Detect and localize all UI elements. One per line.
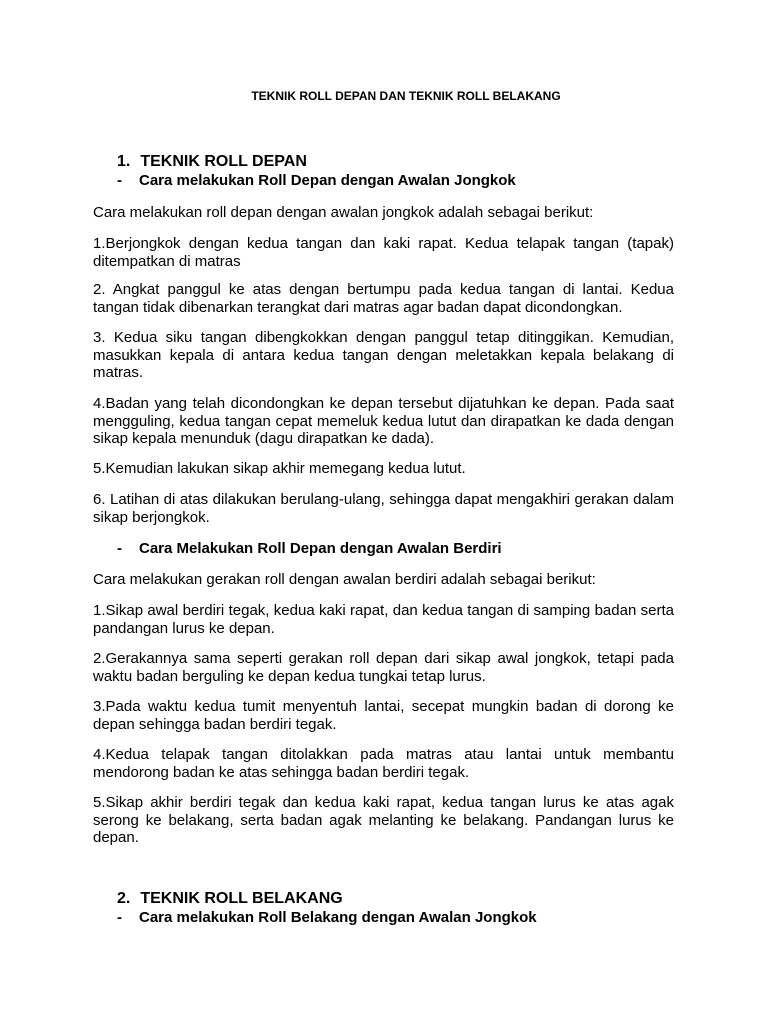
- step-paragraph: 1.Berjongkok dengan kedua tangan dan kaki rapat. Kedua telapak tangan (tapak) ditempatkan di matras: [93, 235, 674, 270]
- subheading-title: Cara melakukan Roll Depan dengan Awalan Jongkok: [139, 172, 516, 189]
- subheading-title: Cara melakukan Roll Belakang dengan Awalan Jongkok: [139, 909, 537, 926]
- step-paragraph: 5.Kemudian lakukan sikap akhir memegang kedua lutut.: [93, 460, 466, 477]
- step-paragraph: 2.Gerakannya sama seperti gerakan roll depan dari sikap awal jongkok, tetapi pada waktu badan berguling ke depan kedua tungkai tetap lurus.: [93, 650, 674, 685]
- document-title: TEKNIK ROLL DEPAN DAN TEKNIK ROLL BELAKANG: [251, 89, 561, 103]
- subheading-roll-depan-berdiri: [117, 540, 502, 557]
- step-paragraph: 5.Sikap akhir berdiri tegak dan kedua kaki rapat, kedua tangan lurus ke atas agak serong ke belakang, serta badan agak melanting ke belakang. Pandangan lurus ke depan.: [93, 794, 674, 846]
- subheading-title: Cara Melakukan Roll Depan dengan Awalan Berdiri: [139, 540, 502, 557]
- subheading-dash: -: [117, 540, 122, 557]
- step-paragraph: 3.Pada waktu kedua tumit menyentuh lantai, secepat mungkin badan di dorong ke depan sehingga badan berdiri tegak.: [93, 698, 674, 733]
- subheading-roll-belakang-jongkok: [117, 909, 537, 926]
- step-paragraph: 6. Latihan di atas dilakukan berulang-ulang, sehingga dapat mengakhiri gerakan dalam sikap berjongkok.: [93, 491, 674, 526]
- subheading-roll-depan-jongkok: [117, 172, 516, 189]
- section-title: TEKNIK ROLL DEPAN: [140, 153, 307, 170]
- section-heading-roll-belakang: [117, 890, 343, 908]
- step-paragraph: 4.Badan yang telah dicondongkan ke depan tersebut dijatuhkan ke depan. Pada saat mengguling, kedua tangan cepat memeluk kedua lutut dan dirapatkan ke dada dengan sikap kepala menunduk (dagu dirapatkan ke dada).: [93, 395, 674, 447]
- intro-paragraph: Cara melakukan gerakan roll dengan awalan berdiri adalah sebagai berikut:: [93, 571, 596, 588]
- section-number: 1.: [117, 153, 131, 170]
- step-paragraph: 4.Kedua telapak tangan ditolakkan pada matras atau lantai untuk membantu mendorong badan ke atas sehingga badan berdiri tegak.: [93, 746, 674, 781]
- section-heading-roll-depan: [117, 153, 307, 171]
- intro-paragraph: Cara melakukan roll depan dengan awalan jongkok adalah sebagai berikut:: [93, 204, 594, 221]
- section-number: 2.: [117, 890, 131, 907]
- subheading-dash: -: [117, 909, 122, 926]
- subheading-dash: -: [117, 172, 122, 189]
- step-paragraph: 2. Angkat panggul ke atas dengan bertumpu pada kedua tangan di lantai. Kedua tangan tidak dibenarkan terangkat dari matras agar badan dapat dicondongkan.: [93, 281, 674, 316]
- step-paragraph: 1.Sikap awal berdiri tegak, kedua kaki rapat, dan kedua tangan di samping badan serta pandangan lurus ke depan.: [93, 602, 674, 637]
- step-paragraph: 3. Kedua siku tangan dibengkokkan dengan panggul tetap ditinggikan. Kemudian, masukkan kepala di antara kedua tangan dengan meletakkan kepala belakang di matras.: [93, 329, 674, 381]
- section-title: TEKNIK ROLL BELAKANG: [140, 890, 343, 907]
